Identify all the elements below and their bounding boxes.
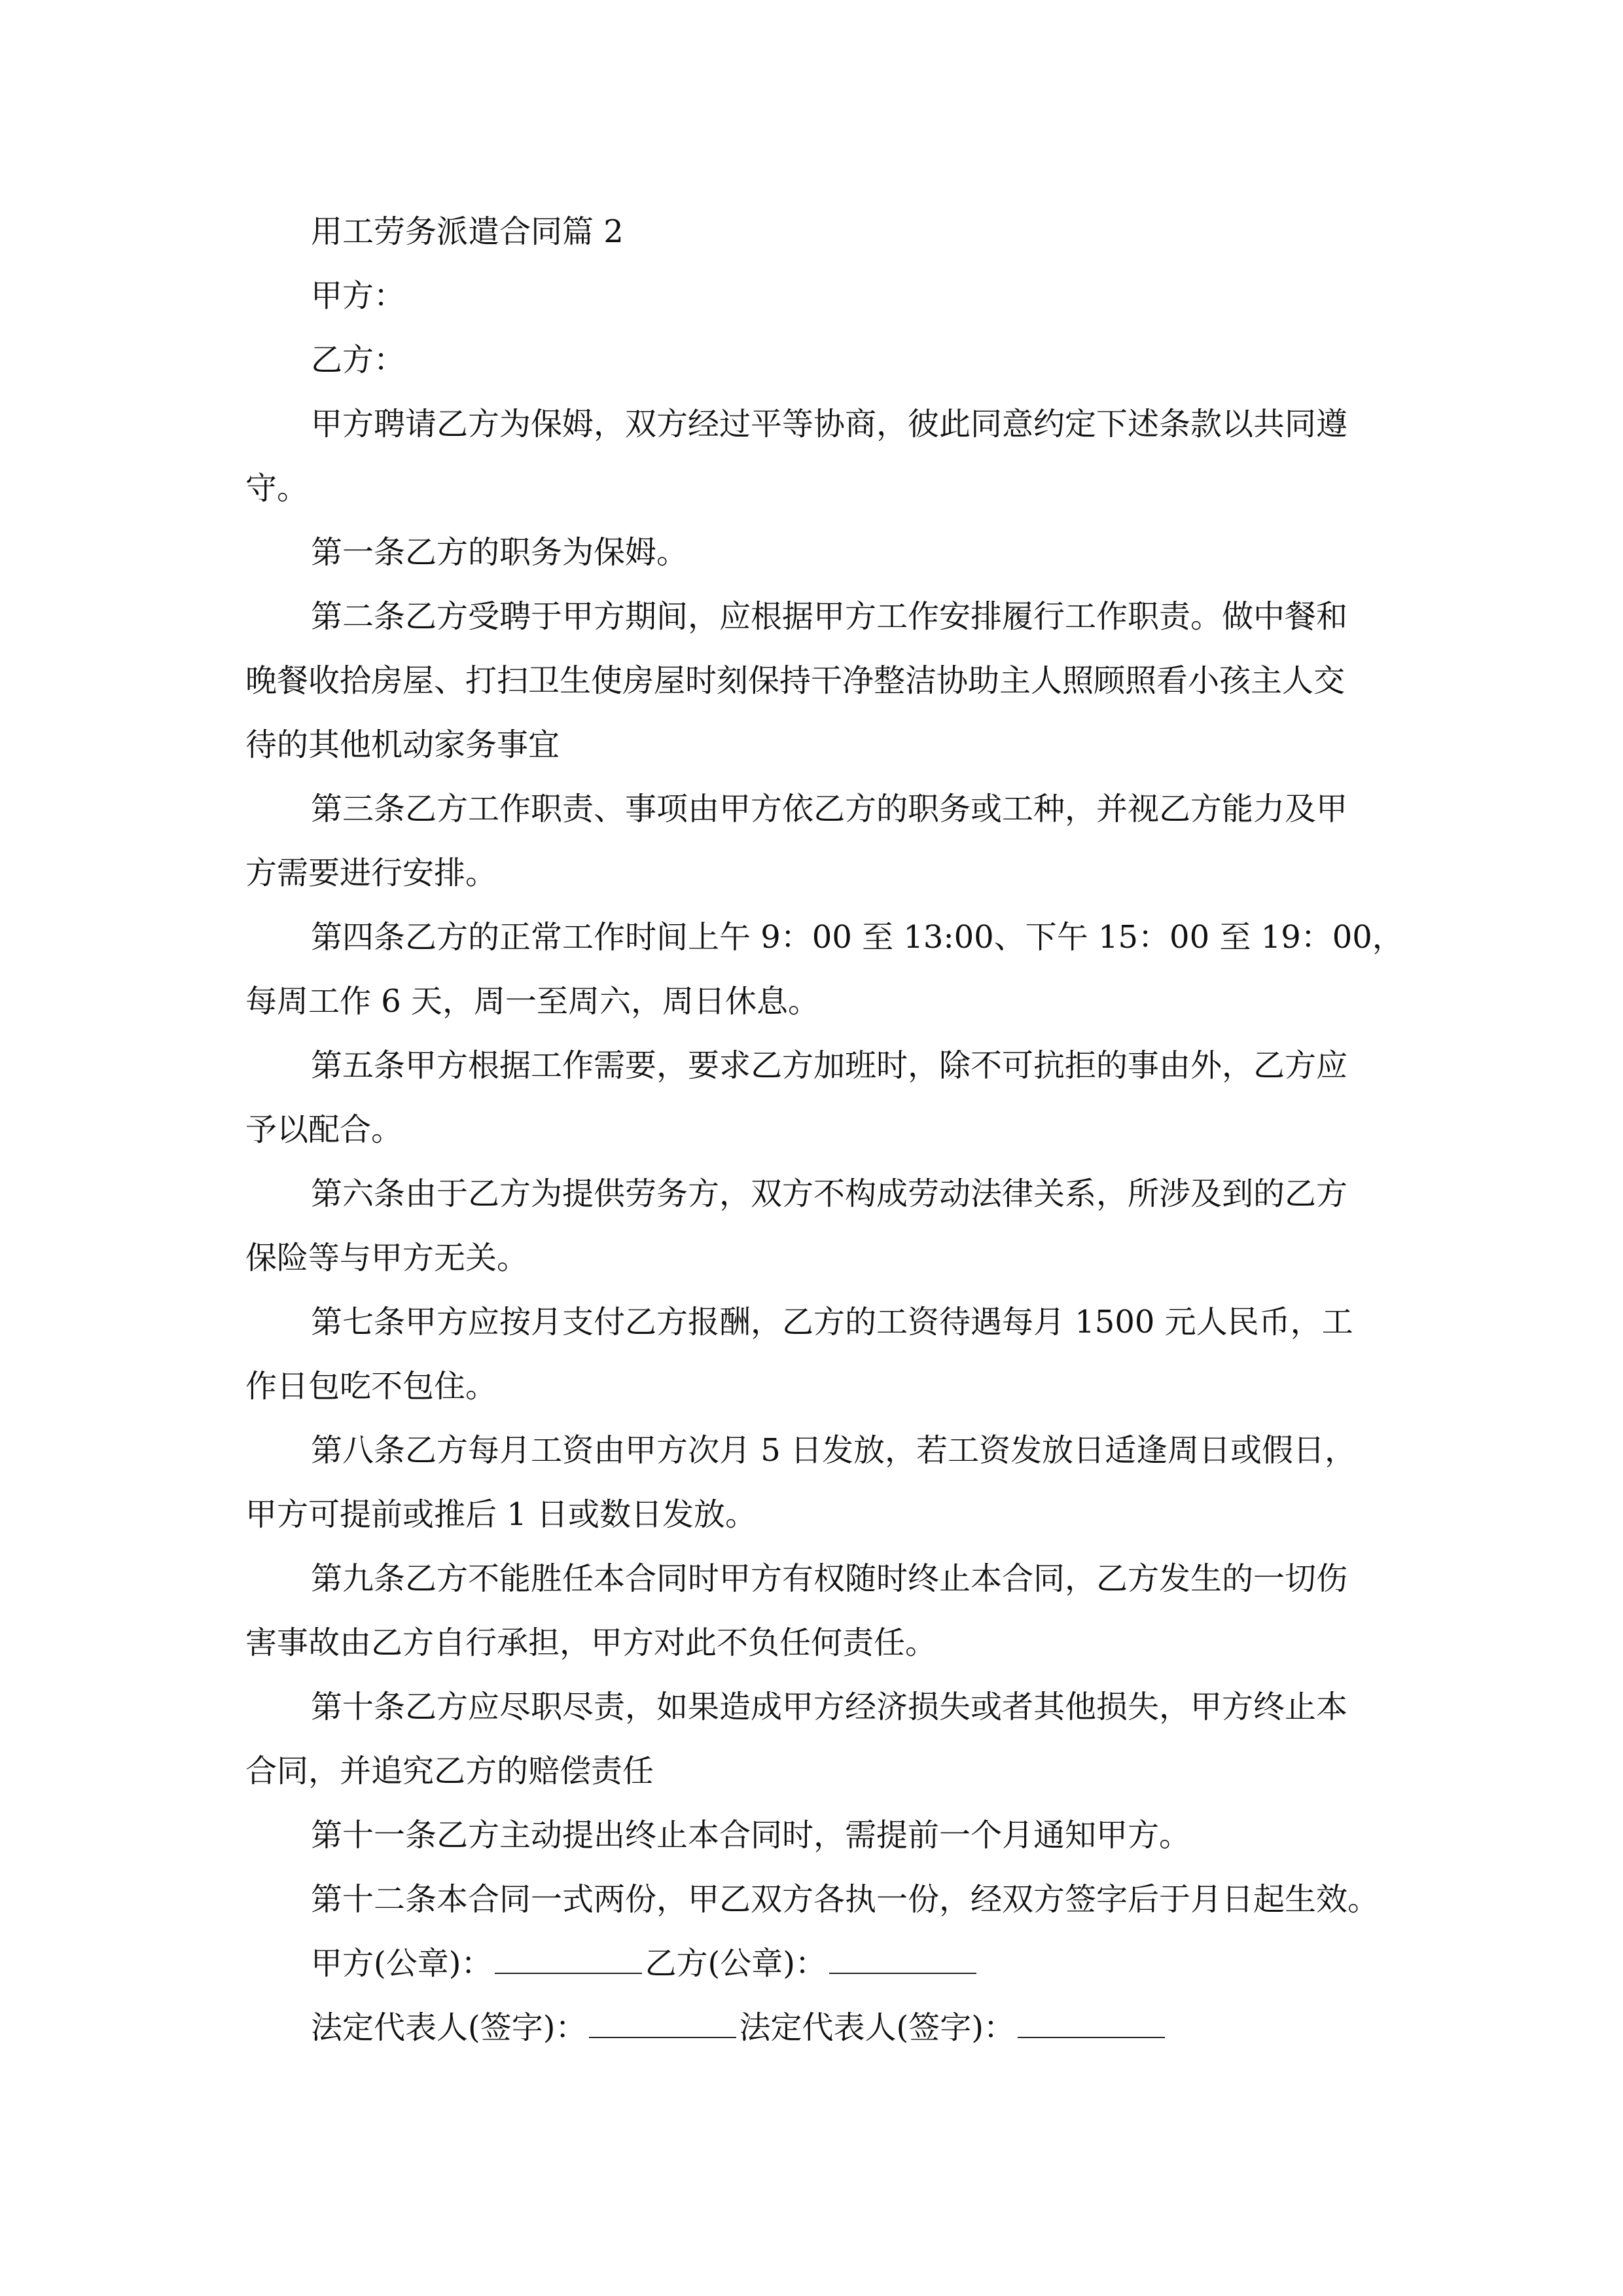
article-2-line-1: 第二条乙方受聘于甲方期间，应根据甲方工作安排履行工作职责。做中餐和 xyxy=(311,598,1348,635)
party-b-label: 乙方： xyxy=(311,342,406,378)
signature-rep-row xyxy=(245,1996,1381,2060)
document-body xyxy=(245,200,1404,2060)
intro-line-1: 甲方聘请乙方为保姆，双方经过平等协商，彼此同意约定下述条款以共同遵 xyxy=(311,406,1348,442)
party-a-seal-label: 甲方(公章)： xyxy=(311,1945,493,1982)
party-a-rep-blank xyxy=(589,2011,736,2038)
party-b-rep-label: 法定代表人(签字)： xyxy=(739,2009,1015,2046)
article-7-line-1: 第七条甲方应按月支付乙方报酬，乙方的工资待遇每月 1500 元人民币，工 xyxy=(311,1304,1353,1340)
article-2-line-3: 待的其他机动家务事宜 xyxy=(245,726,560,763)
article-5-line-2: 予以配合。 xyxy=(245,1111,403,1148)
party-b-seal-label: 乙方(公章)： xyxy=(645,1945,827,1982)
intro-line-2: 守。 xyxy=(245,470,309,507)
article-1-line-1: 第一条乙方的职务为保姆。 xyxy=(311,534,688,571)
party-a-label: 甲方： xyxy=(311,278,406,314)
article-9-line-1: 第九条乙方不能胜任本合同时甲方有权随时终止本合同，乙方发生的一切伤 xyxy=(311,1560,1348,1597)
party-a-rep-label: 法定代表人(签字)： xyxy=(311,2009,587,2046)
article-6-line-2: 保险等与甲方无关。 xyxy=(245,1240,529,1276)
article-5-line-1: 第五条甲方根据工作需要，要求乙方加班时，除不可抗拒的事由外，乙方应 xyxy=(311,1047,1348,1084)
article-10-line-2: 合同，并追究乙方的赔偿责任 xyxy=(245,1753,654,1789)
article-8-line-2: 甲方可提前或推后 1 日或数日发放。 xyxy=(245,1496,757,1533)
article-12-line-1: 第十二条本合同一式两份，甲乙双方各执一份，经双方签字后于月日起生效。 xyxy=(311,1881,1380,1918)
article-4-line-2: 每周工作 6 天，周一至周六，周日休息。 xyxy=(245,983,820,1020)
document-title: 用工劳务派遣合同篇 2 xyxy=(311,213,624,250)
party-a-seal-blank xyxy=(495,1946,642,1974)
article-3-line-2: 方需要进行安排。 xyxy=(245,855,497,891)
article-2-line-2: 晚餐收拾房屋、打扫卫生使房屋时刻保持干净整洁协助主人照顾照看小孩主人交 xyxy=(245,662,1346,699)
article-3-line-1: 第三条乙方工作职责、事项由甲方依乙方的职务或工种，并视乙方能力及甲 xyxy=(311,791,1348,827)
party-b-rep-blank xyxy=(1018,2011,1165,2038)
party-b-seal-blank xyxy=(829,1946,976,1974)
article-6-line-1: 第六条由于乙方为提供劳务方，双方不构成劳动法律关系，所涉及到的乙方 xyxy=(311,1175,1348,1212)
article-7-line-2: 作日包吃不包住。 xyxy=(245,1368,497,1405)
article-11-line-1: 第十一条乙方主动提出终止本合同时，需提前一个月通知甲方。 xyxy=(311,1817,1191,1854)
article-4-line-1: 第四条乙方的正常工作时间上午 9：00 至 13:00、下午 15：00 至 19：00， xyxy=(311,919,1404,956)
signature-seal-row xyxy=(245,1931,1381,1996)
article-10-line-1: 第十条乙方应尽职尽责，如果造成甲方经济损失或者其他损失，甲方终止本 xyxy=(311,1689,1348,1725)
article-9-line-2: 害事故由乙方自行承担，甲方对此不负任何责任。 xyxy=(245,1624,937,1661)
article-8-line-1: 第八条乙方每月工资由甲方次月 5 日发放，若工资发放日适逢周日或假日， xyxy=(311,1432,1357,1469)
